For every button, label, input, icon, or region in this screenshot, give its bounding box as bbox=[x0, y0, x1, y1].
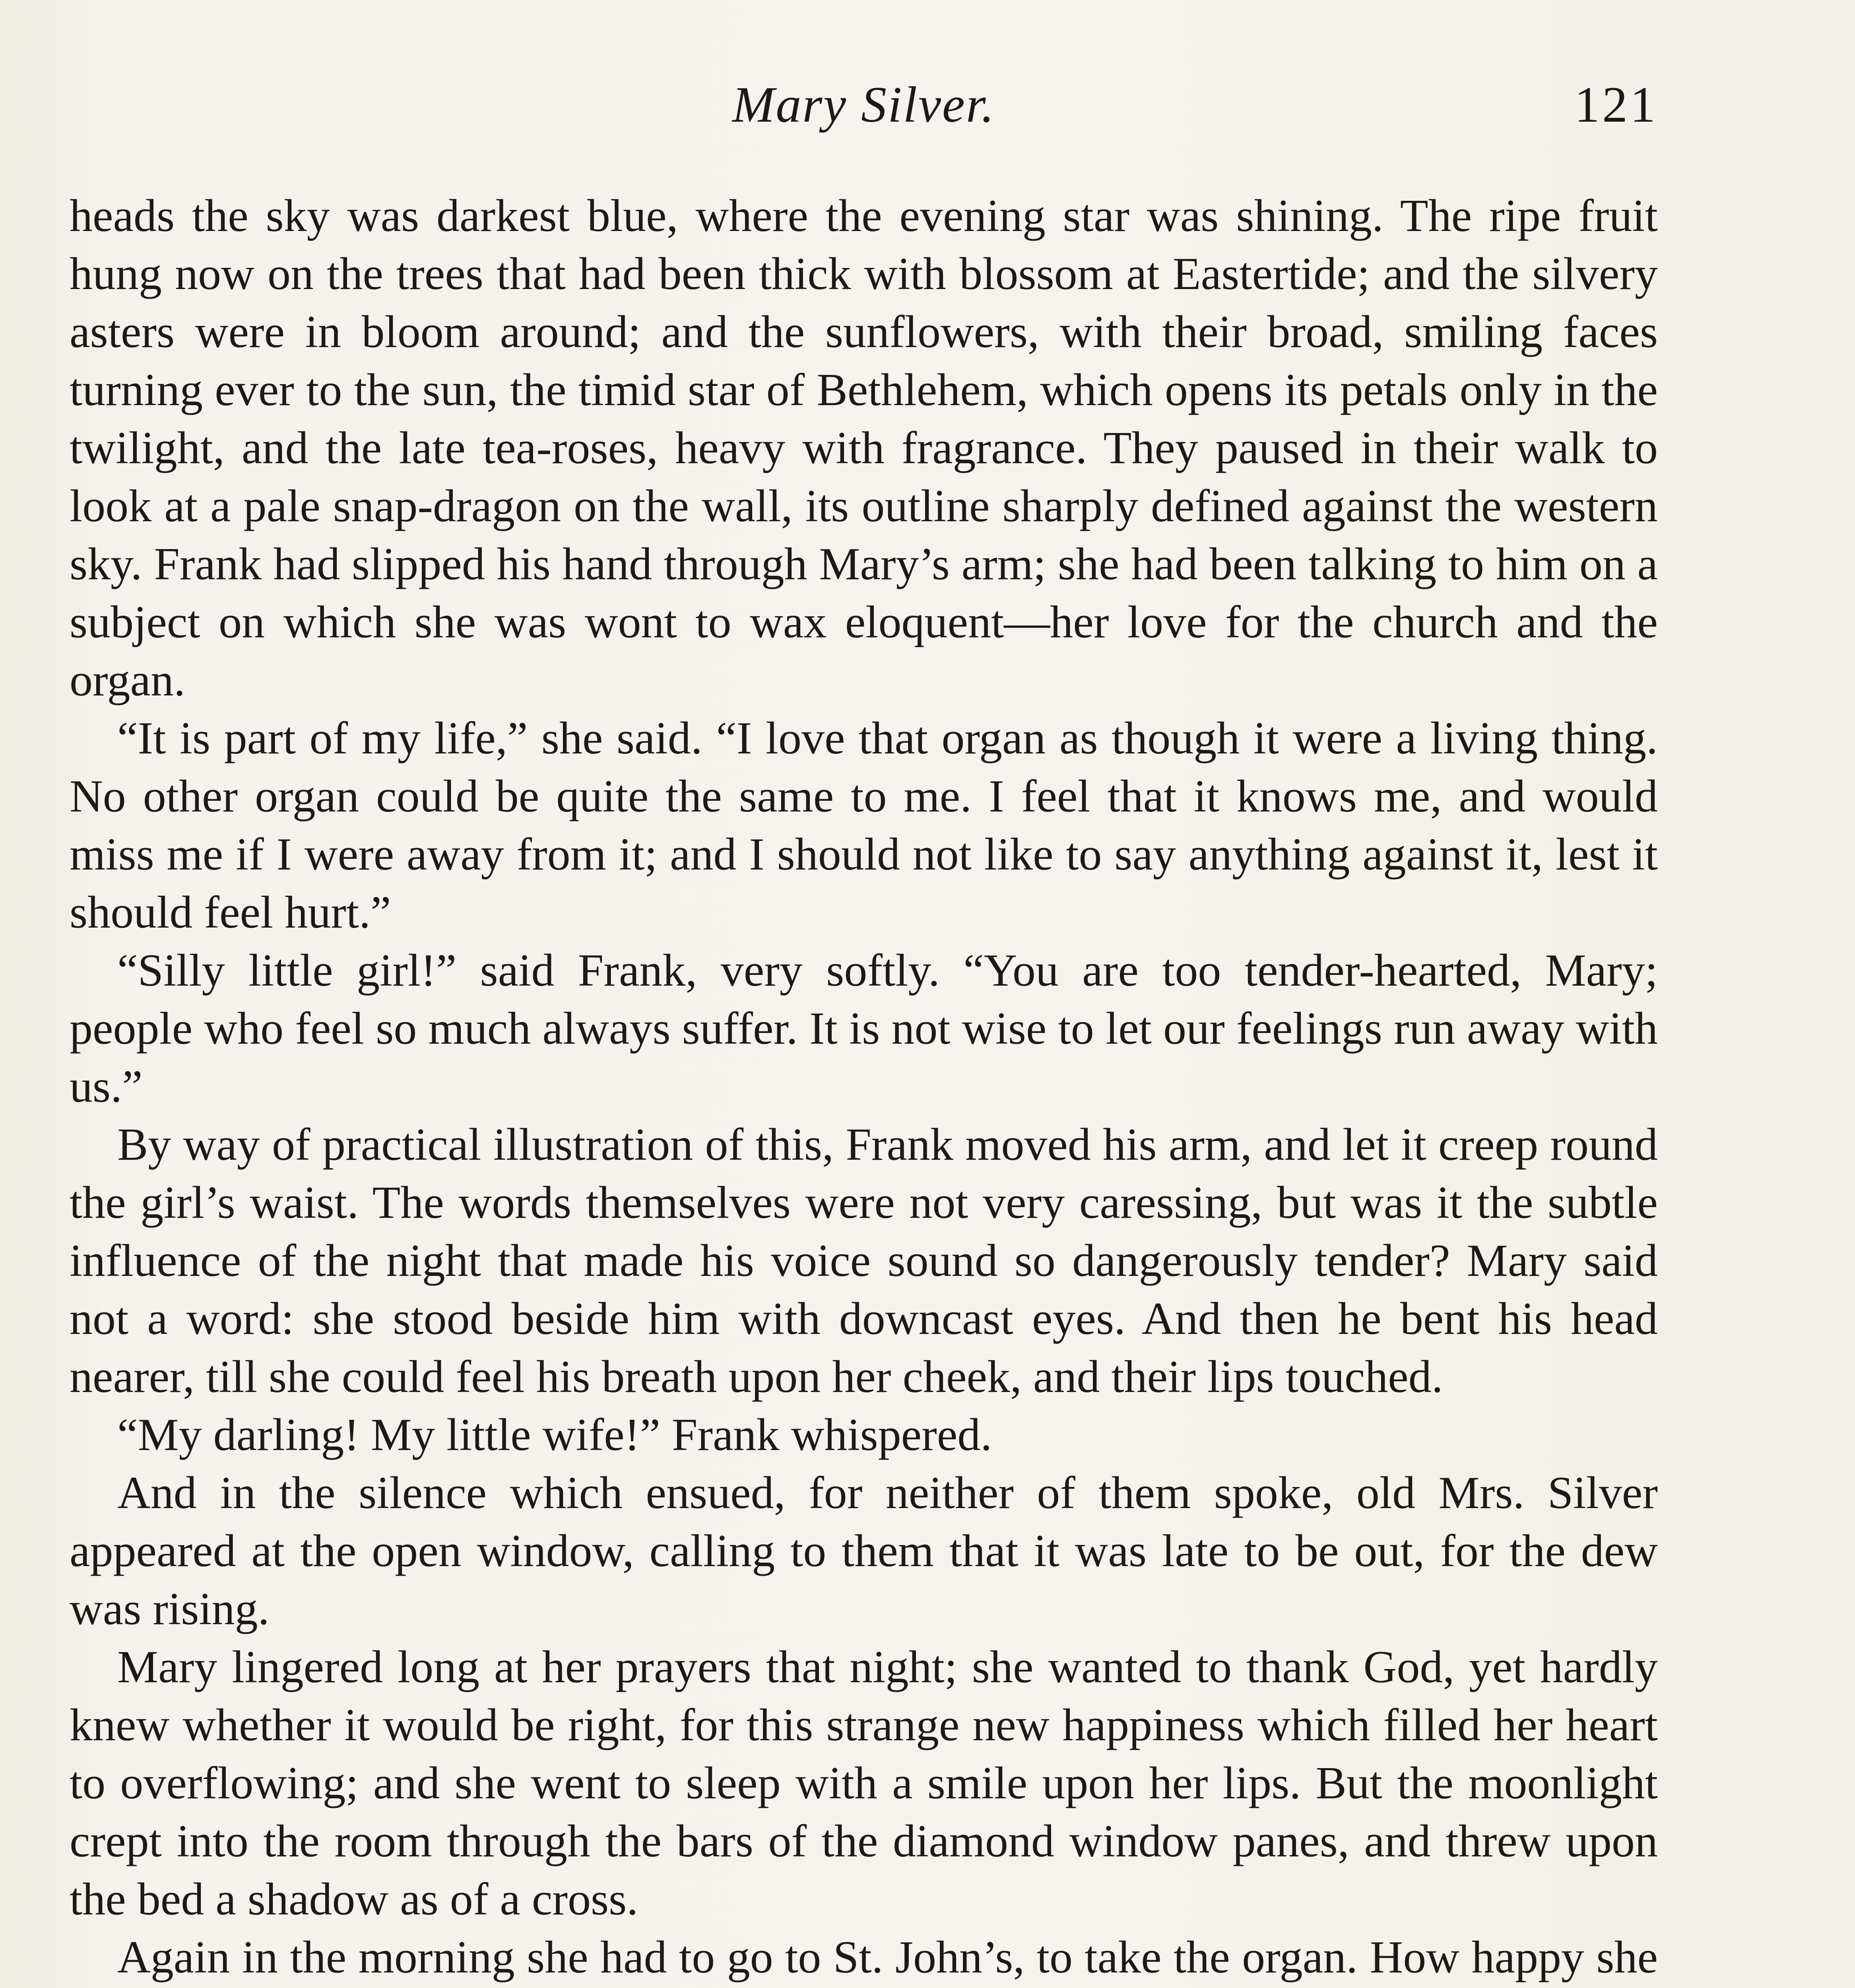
paragraph: “It is part of my life,” she said. “I love that organ as though it were a living thing. No other organ could be quite the same to me. I feel that it knows me, and would miss me if I were away from it; and I should not like to say anything against it, lest it should feel hurt.” bbox=[70, 713, 1658, 938]
paragraph: “My darling! My little wife!” Frank whispered. bbox=[117, 1409, 992, 1460]
text-body bbox=[70, 187, 1658, 1988]
paragraph: Again in the morning she had to go to St. John’s, to take the organ. How happy she bbox=[117, 1932, 1658, 1983]
paragraph: Mary lingered long at her prayers that night; she wanted to thank God, yet hardly knew whether it would be right, for this strange new happiness which filled her heart to overflowing; and she went to sleep with a smile upon her lips. But the moonlight crept into the room through the bars of the diamond window panes, and threw upon the bed a shadow as of a cross. bbox=[70, 1642, 1658, 1925]
paragraph: “Silly little girl!” said Frank, very softly. “You are too tender-hearted, Mary; people who feel so much always suffer. It is not wise to let our feelings run away with us.” bbox=[70, 945, 1658, 1112]
paragraph: And in the silence which ensued, for neither of them spoke, old Mrs. Silver appeared at the open window, calling to them that it was late to be out, for the dew was rising. bbox=[70, 1468, 1658, 1635]
paragraph-continued: heads the sky was darkest blue, where the evening star was shining. The ripe fruit hung now on the trees that had been thick with blossom at Eastertide; and the silvery asters were in bloom around; and the sunflowers, with their broad, smiling faces turning ever to the sun, the timid star of Bethlehem, which opens its petals only in the twilight, and the late tea-roses, heavy with fragrance. They paused in their walk to look at a pale snap-dragon on the wall, its outline sharply defined against the western sky. Frank had slipped his hand through Mary’s arm; she had been talking to him on a subject on which she was wont to wax eloquent—her love for the church and the organ. bbox=[70, 190, 1658, 706]
page-number: 121 bbox=[1574, 76, 1658, 133]
running-title: Mary Silver. bbox=[732, 76, 995, 133]
page-header bbox=[70, 76, 1658, 155]
paragraph: By way of practical illustration of this, Frank moved his arm, and let it creep round the girl’s waist. The words themselves were not very caressing, but was it the subtle influence of the night that made his voice sound so dangerously tender? Mary said not a word: she stood beside him with downcast eyes. And then he bent his head nearer, till she could feel his breath upon her cheek, and their lips touched. bbox=[70, 1119, 1658, 1402]
